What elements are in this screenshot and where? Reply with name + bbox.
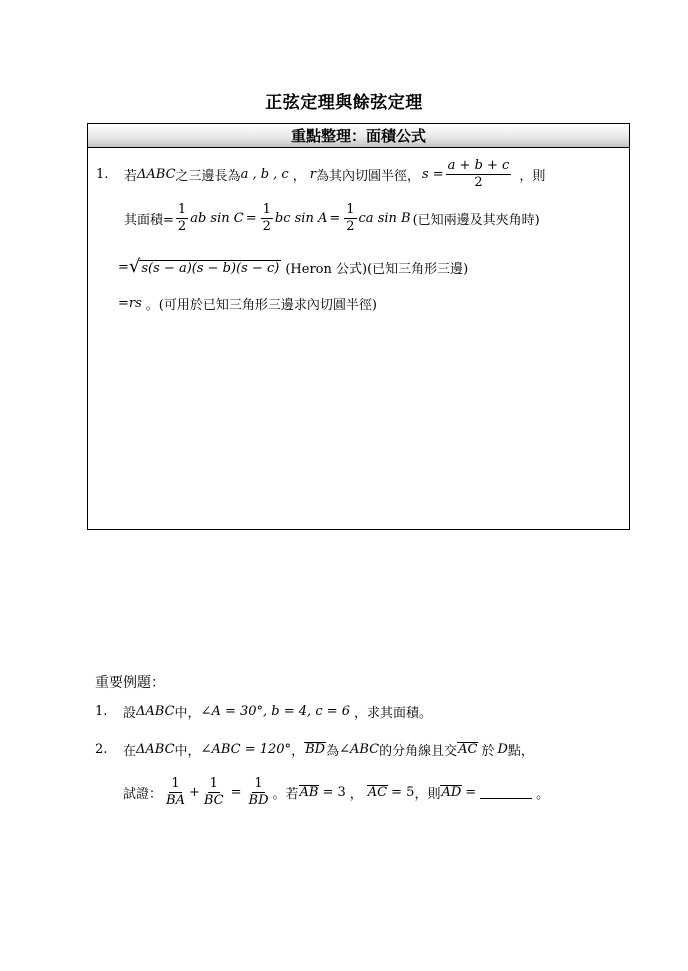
sides: a , b , c — [240, 167, 289, 182]
text: ，求其面積。 — [354, 706, 433, 721]
denominator: BD — [248, 793, 269, 808]
fraction-1-bc — [202, 776, 226, 809]
item-number: 2. — [95, 742, 108, 757]
text: 點， — [507, 744, 534, 759]
heron-radicand: s(s − a)(s − b)(s − c) — [141, 261, 280, 276]
example-1 — [95, 702, 432, 721]
s-fraction — [446, 158, 512, 191]
sqrt-expression — [129, 258, 281, 277]
text: 的分角線且交 — [379, 744, 458, 759]
text: 於 — [481, 744, 495, 759]
denominator: 2 — [262, 219, 271, 234]
segment-ac: AC — [367, 785, 388, 800]
answer-blank[interactable] — [480, 786, 532, 799]
term-ab-sinc: ab sin C — [190, 211, 244, 226]
angle-abc: ∠ABC = 120° — [200, 742, 292, 757]
text: 為其內切圓半徑， — [315, 169, 420, 184]
rs-line — [118, 294, 377, 313]
denominator: 2 — [346, 219, 355, 234]
denominator: BC — [203, 793, 224, 808]
numerator: 1 — [209, 776, 218, 791]
value-ab: = 3 — [322, 785, 346, 800]
segment-ad: AD — [441, 785, 462, 800]
equals: = — [118, 260, 129, 275]
examples-title: 重要例題： — [95, 675, 165, 691]
s-numerator: a + b + c — [447, 158, 510, 173]
term-bc-sina: bc sin A — [274, 211, 328, 226]
triangle-abc: ΔABC — [136, 742, 175, 757]
text: 為 — [326, 744, 340, 759]
s-eq: s = — [421, 167, 444, 182]
text: ，則 — [414, 787, 441, 802]
equals: = — [245, 211, 257, 226]
box-header: 重點整理：面積公式 — [88, 124, 629, 148]
text: ， — [291, 744, 305, 759]
fraction-1-bd — [247, 776, 271, 809]
text: 設 — [123, 706, 137, 721]
radius-r: r — [309, 167, 316, 182]
text: 中， — [174, 744, 201, 759]
point-d: D — [497, 742, 508, 757]
numerator: 1 — [177, 202, 187, 217]
equals: = — [329, 211, 341, 226]
note: (已知兩邊及其夾角時) — [412, 213, 540, 228]
half-fraction — [176, 202, 188, 235]
value-ac: = 5 — [391, 785, 415, 800]
given-values: ∠A = 30°, b = 4, c = 6 — [200, 704, 351, 719]
text: 其面積= — [124, 213, 174, 228]
text: 在 — [123, 744, 137, 759]
numerator: 1 — [346, 202, 355, 217]
numerator: 1 — [262, 202, 271, 217]
numerator: 1 — [254, 776, 263, 791]
item-number: 1. — [95, 704, 108, 719]
segment-ac: AC — [458, 742, 478, 757]
example-2 — [95, 740, 534, 759]
plus: + — [188, 785, 200, 800]
s-denominator: 2 — [474, 175, 483, 190]
text: ，則 — [519, 169, 546, 184]
text: 之三邊長為 — [175, 169, 241, 184]
text: 試證： — [123, 787, 163, 802]
half-fraction — [261, 202, 273, 235]
area-formula-line — [124, 202, 540, 235]
term-ca-sinb: ca sin B — [358, 211, 411, 226]
fraction-1-ba — [164, 776, 187, 809]
text: 。若 — [272, 787, 299, 802]
rs: rs — [128, 296, 142, 311]
text: ， — [292, 169, 306, 184]
heron-line — [118, 258, 468, 277]
text: 中， — [174, 706, 201, 721]
item-number: 1. — [96, 167, 109, 182]
note: (Heron 公式)(已知三角形三邊) — [285, 262, 469, 277]
page-title: 正弦定理與餘弦定理 — [265, 93, 423, 113]
text: ， — [349, 787, 363, 802]
equals: = — [118, 296, 129, 311]
segment-ab: AB — [299, 785, 319, 800]
item-1 — [96, 158, 545, 191]
key-points-box — [87, 123, 630, 530]
equals: = — [465, 785, 477, 800]
half-fraction — [344, 202, 356, 235]
segment-bd: BD — [305, 742, 326, 757]
example-2-proof — [123, 776, 549, 809]
triangle-abc: ΔABC — [137, 167, 176, 182]
radical-sign: √ — [128, 256, 141, 277]
triangle-abc: ΔABC — [136, 704, 175, 719]
denominator: BA — [166, 793, 185, 808]
note: 。(可用於已知三角形三邊求內切圓半徑) — [145, 298, 377, 313]
equals: = — [230, 785, 242, 800]
denominator: 2 — [177, 219, 187, 234]
numerator: 1 — [171, 776, 180, 791]
angle-abc: ∠ABC — [339, 742, 380, 757]
text: 。 — [536, 787, 550, 802]
text: 若 — [124, 169, 138, 184]
